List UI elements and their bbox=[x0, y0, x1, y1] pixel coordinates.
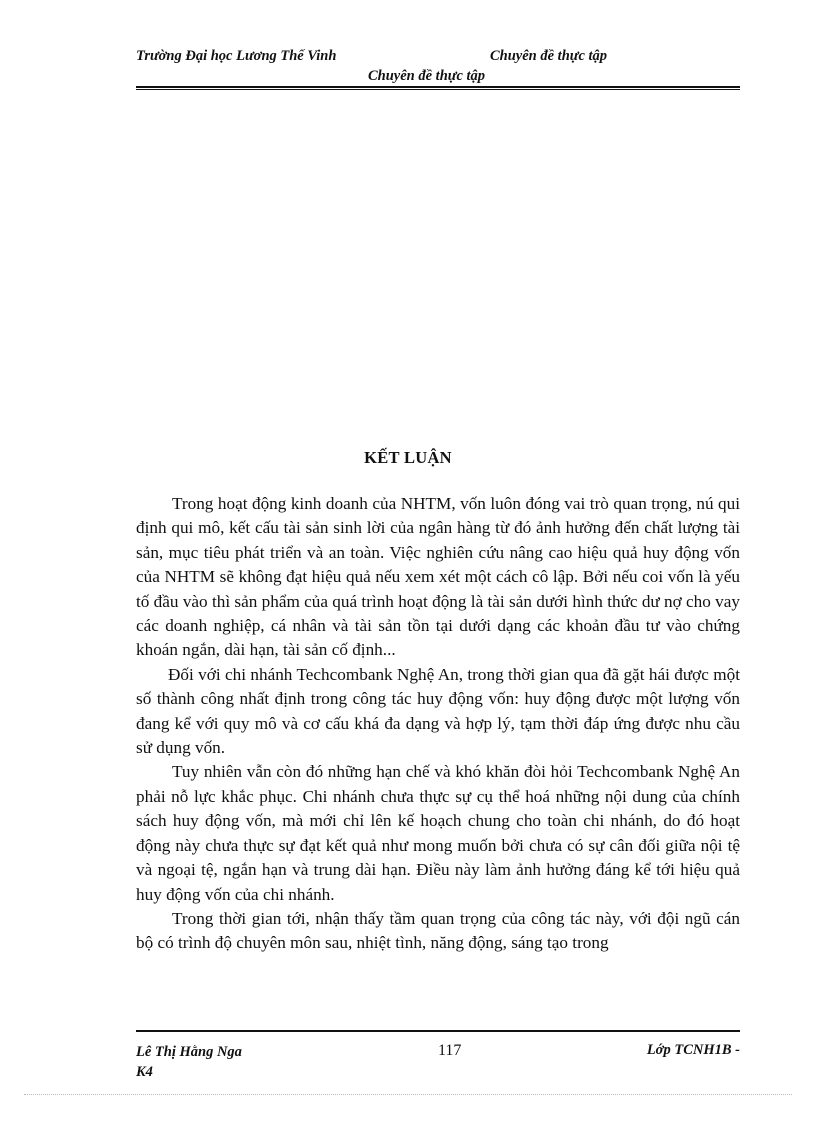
footer-author bbox=[136, 1042, 242, 1082]
body-text bbox=[136, 492, 740, 956]
section-title: KẾT LUẬN bbox=[364, 448, 452, 467]
author-cohort: K4 bbox=[136, 1064, 153, 1080]
footer-class: Lớp TCNH1B - bbox=[646, 1042, 740, 1058]
header-rule-thin bbox=[136, 89, 740, 90]
header-rule bbox=[136, 86, 740, 88]
footer-rule bbox=[136, 1030, 740, 1032]
page-number: 117 bbox=[438, 1042, 462, 1059]
page-header bbox=[136, 48, 740, 92]
paragraph-2: Đối với chi nhánh Techcombank Nghệ An, trong thời gian qua đã gặt hái được một số thành công nhất định trong công tác huy động vốn: huy động được một lượng vốn đang kể với quy mô và cơ cấu khá đa dạng và hợp lý, tạm thời đáp ứng được nhu cầu sử dụng vốn. bbox=[136, 664, 740, 758]
author-name: Lê Thị Hằng Nga bbox=[136, 1044, 242, 1060]
paragraph-3: Tuy nhiên vẫn còn đó những hạn chế và khó khăn đòi hỏi Techcombank Nghệ An phải nỗ lực khắc phục. Chi nhánh chưa thực sự cụ thể hoá những nội dung của chính sách huy động vốn, mà mới chỉ lên kế hoạch chung cho toàn chi nhánh, do đó hoạt động này chưa thực sự đạt kết quả như mong muốn bởi chưa có sự cân đối giữa nội tệ và ngoại tệ, ngắn hạn và trung dài hạn. Điều này làm ảnh hưởng đáng kể tới hiệu quả huy động vốn của chi nhánh. bbox=[136, 762, 740, 904]
page-footer bbox=[136, 1030, 740, 1080]
paragraph-1: Trong hoạt động kinh doanh của NHTM, vốn luôn đóng vai trò quan trọng, nú qui định qui mô, kết cấu tài sản sinh lời của ngân hàng từ đó ảnh hưởng đến chất lượng tài sản, mục tiêu phát triển và an toàn. Việc nghiên cứu nâng cao hiệu quả huy động vốn của NHTM sẽ không đạt hiệu quả nếu xem xét một cách cô lập. Bởi nếu coi vốn là yếu tố đầu vào thì sản phẩm của quá trình hoạt động là tài sản dưới hình thức dư nợ cho vay các doanh nghiệp, cá nhân và tài sản tồn tại dưới dạng các khoản đầu tư vào chứng khoán ngắn, dài hạn, tài sản cố định... bbox=[136, 494, 740, 660]
paragraph-4: Trong thời gian tới, nhận thấy tầm quan trọng của công tác này, với đội ngũ cán bộ có trình độ chuyên môn sau, nhiệt tình, năng động, sáng tạo trong bbox=[136, 908, 740, 953]
header-school: Trường Đại học Lương Thế Vinh bbox=[136, 48, 337, 64]
header-topic-repeat: Chuyên đề thực tập bbox=[368, 68, 486, 84]
header-topic: Chuyên đề thực tập bbox=[490, 48, 608, 64]
page-bottom-dotted-line bbox=[24, 1094, 792, 1095]
